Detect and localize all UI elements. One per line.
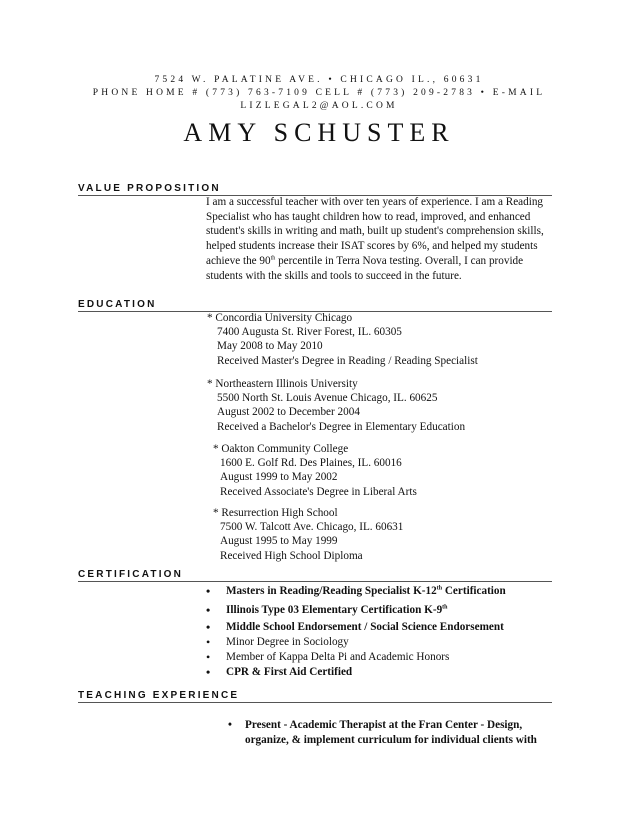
bullet-icon: • <box>206 620 211 634</box>
paragraph-line: student's skills in writing and math, built up student's comprehension skills, <box>206 225 544 238</box>
school-address: 7500 W. Talcott Ave. Chicago, IL. 60631 <box>220 521 404 534</box>
teaching-line: Present - Academic Therapist at the Fran Center - Design, <box>245 719 523 731</box>
section-title-certification: CERTIFICATION <box>78 569 184 580</box>
school-address: 1600 E. Golf Rd. Des Plaines, IL. 60016 <box>220 457 402 470</box>
school-address: 5500 North St. Louis Avenue Chicago, IL. 60625 <box>217 392 438 405</box>
school-dates: August 1995 to May 1999 <box>220 535 338 548</box>
paragraph-line: achieve the 90th percentile in Terra Nova testing. Overall, I can provide <box>206 254 524 267</box>
contact-phone: PHONE HOME # (773) 763-7109 CELL # (773) 209-2783 • E-MAIL <box>92 88 546 98</box>
school-degree: Received High School Diploma <box>220 549 363 562</box>
section-title-value-proposition: VALUE PROPOSITION <box>78 183 221 194</box>
school-degree: Received Associate's Degree in Liberal Arts <box>220 485 417 498</box>
bullet-icon: • <box>206 635 211 649</box>
school-name: * Oakton Community College <box>213 443 349 455</box>
bullet-icon: • <box>206 650 211 664</box>
education-entry <box>207 311 478 368</box>
bullet-icon: • <box>206 584 211 598</box>
teaching-entry <box>228 718 548 750</box>
section-title-education: EDUCATION <box>78 299 157 310</box>
education-entry <box>207 377 465 434</box>
candidate-name: AMY SCHUSTER <box>183 118 455 147</box>
certification-list <box>206 584 556 680</box>
paragraph-line: Specialist who has taught children how to read, improved, and enhanced <box>206 210 531 223</box>
list-item: • CPR & First Aid Certified <box>206 665 353 679</box>
contact-address: 7524 W. PALATINE AVE. • CHICAGO IL., 60631 <box>154 75 484 85</box>
list-item: • Illinois Type 03 Elementary Certification K-9th <box>206 603 448 617</box>
list-item: • Middle School Endorsement / Social Science Endorsement <box>206 620 504 634</box>
school-dates: August 1999 to May 2002 <box>220 471 338 484</box>
school-name: * Concordia University Chicago <box>207 312 353 324</box>
list-item: • Member of Kappa Delta Pi and Academic Honors <box>206 650 450 664</box>
school-dates: May 2008 to May 2010 <box>217 340 323 353</box>
contact-email: LIZLEGAL2@AOL.COM <box>240 101 398 111</box>
section-title-teaching-experience: TEACHING EXPERIENCE <box>78 690 240 701</box>
teaching-line: organize, & implement curriculum for individual clients with <box>245 734 537 746</box>
section-divider <box>78 702 552 703</box>
bullet-icon: • <box>206 603 211 617</box>
school-name: * Northeastern Illinois University <box>207 378 358 390</box>
bullet-icon: • <box>206 665 211 679</box>
school-dates: August 2002 to December 2004 <box>217 406 360 419</box>
education-entry <box>213 442 417 499</box>
section-divider <box>78 581 552 582</box>
value-proposition-paragraph <box>206 195 551 283</box>
paragraph-line: students with the skills and tools to succeed in the future. <box>206 269 462 282</box>
school-address: 7400 Augusta St. River Forest, IL. 60305 <box>217 326 402 339</box>
list-item: • Minor Degree in Sociology <box>206 635 349 649</box>
education-entry <box>213 506 403 563</box>
school-name: * Resurrection High School <box>213 507 338 519</box>
school-degree: Received a Bachelor's Degree in Elementary Education <box>217 420 466 433</box>
school-degree: Received Master's Degree in Reading / Reading Specialist <box>217 354 478 367</box>
paragraph-line: helped students increase their ISAT scores by 6%, and helped my students <box>206 240 538 253</box>
bullet-icon: • <box>228 719 232 731</box>
paragraph-line: I am a successful teacher with over ten years of experience. I am a Reading <box>206 196 544 208</box>
list-item: • Masters in Reading/Reading Specialist K-12th Certification <box>206 584 506 598</box>
